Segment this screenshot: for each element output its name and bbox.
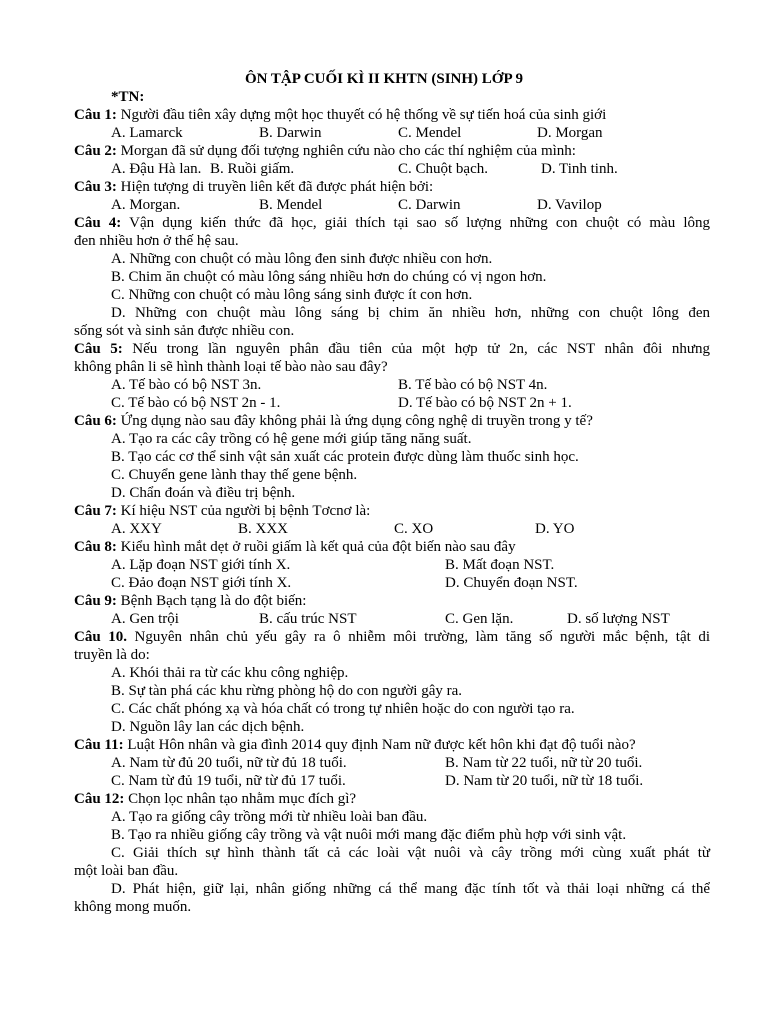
options-row xyxy=(74,754,710,772)
options-row xyxy=(74,196,710,214)
option-c: C. Đảo đoạn NST giới tính X. xyxy=(111,575,292,591)
option-a: A. Tạo ra các cây trồng có hệ gene mới giúp tăng năng suất. xyxy=(111,431,472,447)
question-label: Câu 6: xyxy=(74,413,117,429)
option-d: D. Chuyển đoạn NST. xyxy=(445,575,578,591)
question-label: Câu 5: xyxy=(74,341,123,357)
question-label: Câu 2: xyxy=(74,143,117,159)
option-b: B. Ruồi giấm. xyxy=(210,161,295,177)
option-d: D. số lượng NST xyxy=(567,611,670,627)
question-label: Câu 12: xyxy=(74,791,125,807)
option-b: B. Tạo ra nhiều giống cây trồng và vật nuôi mới mang đặc điểm phù hợp với sinh vật. xyxy=(111,827,627,843)
option-d: D. Những con chuột màu lông sáng bị chim ăn nhiều hơn, những con chuột lông đen xyxy=(111,305,710,321)
option-b: B. Sự tàn phá các khu rừng phòng hộ do con người gây ra. xyxy=(111,683,463,699)
question-label: Câu 4: xyxy=(74,215,122,231)
question-2 xyxy=(74,142,710,178)
option-a: A. Những con chuột có màu lông đen sinh được nhiều con hơn. xyxy=(111,251,493,267)
option-b: B. Mất đoạn NST. xyxy=(445,557,555,573)
question-text: Kiểu hình mắt dẹt ở ruồi giấm là kết quả của đột biến nào sau đây xyxy=(120,539,516,555)
question-text: Ứng dụng nào sau đây không phải là ứng dụng công nghệ di truyền trong y tế? xyxy=(120,413,593,429)
question-11 xyxy=(74,736,710,790)
question-label: Câu 3: xyxy=(74,179,117,195)
option-c: C. Mendel xyxy=(398,125,462,141)
option-a: A. Gen trội xyxy=(111,611,179,627)
question-6 xyxy=(74,412,710,502)
question-label: Câu 1: xyxy=(74,107,117,123)
option-d: D. Nguồn lây lan các dịch bệnh. xyxy=(111,719,305,735)
option-d: D. Nam từ 20 tuổi, nữ từ 18 tuổi. xyxy=(445,773,644,789)
question-text: Vận dụng kiến thức đã học, giải thích tại sao số lượng những con chuột có màu lông xyxy=(129,215,711,231)
option-a: A. Lặp đoạn NST giới tính X. xyxy=(111,557,291,573)
question-9 xyxy=(74,592,710,628)
option-c: C. Darwin xyxy=(398,197,461,213)
option-c: C. Các chất phóng xạ và hóa chất có trong tự nhiên hoặc do con người tạo ra. xyxy=(111,701,575,717)
question-text: Kí hiệu NST của người bị bệnh Tơcnơ là: xyxy=(120,503,371,519)
option-d: D. Tế bào có bộ NST 2n + 1. xyxy=(398,395,572,411)
options-row xyxy=(74,574,710,592)
page-title: ÔN TẬP CUỐI KÌ II KHTN (SINH) LỚP 9 xyxy=(244,71,524,87)
option-b: B. cấu trúc NST xyxy=(259,611,357,627)
option-c: C. XO xyxy=(394,521,434,537)
option-c-cont: một loài ban đầu. xyxy=(74,863,179,879)
option-a: A. XXY xyxy=(111,521,162,537)
option-d: D. Chẩn đoán và điều trị bệnh. xyxy=(111,485,296,501)
option-a: A. Lamarck xyxy=(111,125,183,141)
question-list xyxy=(74,88,710,916)
question-10 xyxy=(74,628,710,736)
section-heading: *TN: xyxy=(111,89,145,105)
option-d: D. Morgan xyxy=(537,125,603,141)
option-b: B. Tạo các cơ thể sinh vật sản xuất các protein được dùng làm thuốc sinh học. xyxy=(111,449,579,465)
option-a: A. Tạo ra giống cây trồng mới từ nhiều loài ban đầu. xyxy=(111,809,428,825)
option-c: C. Chuyển gene lành thay thế gene bệnh. xyxy=(111,467,358,483)
option-b: B. XXX xyxy=(238,521,289,537)
question-text-cont: đen nhiều hơn ở thế hệ sau. xyxy=(74,233,239,249)
question-label: Câu 7: xyxy=(74,503,117,519)
option-c: C. Những con chuột có màu lông sáng sinh được ít con hơn. xyxy=(111,287,473,303)
options-row xyxy=(74,376,710,394)
options-row xyxy=(74,160,710,178)
option-a: A. Đậu Hà lan. xyxy=(111,161,202,177)
question-12 xyxy=(74,790,710,916)
option-d-cont: không mong muốn. xyxy=(74,899,192,915)
option-a: A. Morgan. xyxy=(111,197,181,213)
question-text: Người đầu tiên xây dựng một học thuyết có hệ thống về sự tiến hoá của sinh giới xyxy=(120,107,607,123)
question-text: Nếu trong lần nguyên phân đầu tiên của một hợp tử 2n, các NST nhân đôi nhưng xyxy=(132,341,711,357)
question-text: Luật Hôn nhân và gia đình 2014 quy định Nam nữ được kết hôn khi đạt độ tuổi nào? xyxy=(127,737,636,753)
option-b: B. Darwin xyxy=(259,125,322,141)
question-5 xyxy=(74,340,710,412)
question-text: Bệnh Bạch tạng là do đột biến: xyxy=(120,593,307,609)
option-b: B. Chim ăn chuột có màu lông sáng nhiều hơn do chúng có vị ngon hơn. xyxy=(111,269,547,285)
options-row xyxy=(74,610,710,628)
option-d: D. YO xyxy=(535,521,575,537)
question-text-cont: truyền là do: xyxy=(74,647,150,663)
question-4 xyxy=(74,214,710,340)
question-1 xyxy=(74,106,710,142)
question-3 xyxy=(74,178,710,214)
option-a: A. Tế bào có bộ NST 3n. xyxy=(111,377,262,393)
option-c: C. Chuột bạch. xyxy=(398,161,488,177)
option-b: B. Tế bào có bộ NST 4n. xyxy=(398,377,548,393)
option-b: B. Nam từ 22 tuổi, nữ từ 20 tuổi. xyxy=(445,755,643,771)
question-label: Câu 8: xyxy=(74,539,117,555)
question-text: Chọn lọc nhân tạo nhằm mục đích gì? xyxy=(128,791,357,807)
options-row xyxy=(74,394,710,412)
option-d: D. Vavilop xyxy=(537,197,602,213)
option-c: C. Giải thích sự hình thành tất cả các loài vật nuôi và cây trồng mới cùng xuất phát từ xyxy=(111,845,710,861)
option-d-cont: sống sót và sinh sản được nhiều con. xyxy=(74,323,295,339)
option-c: C. Gen lặn. xyxy=(445,611,514,627)
question-text: Hiện tượng di truyền liên kết đã được phát hiện bởi: xyxy=(120,179,434,195)
options-row xyxy=(74,772,710,790)
options-row xyxy=(74,124,710,142)
option-c: C. Tế bào có bộ NST 2n - 1. xyxy=(111,395,281,411)
option-d: D. Tinh tinh. xyxy=(541,161,618,177)
options-row xyxy=(74,556,710,574)
option-d: D. Phát hiện, giữ lại, nhân giống những cá thể mang đặc tính tốt và thải loại những cá thể xyxy=(111,881,710,897)
option-a: A. Nam từ đủ 20 tuổi, nữ từ đủ 18 tuổi. xyxy=(111,755,347,771)
option-a: A. Khói thải ra từ các khu công nghiệp. xyxy=(111,665,349,681)
question-text-cont: không phân li sẽ hình thành loại tế bào nào sau đây? xyxy=(74,359,388,375)
option-c: C. Nam từ đủ 19 tuổi, nữ từ đủ 17 tuổi. xyxy=(111,773,346,789)
question-text: Morgan đã sử dụng đối tượng nghiên cứu nào cho các thí nghiệm của mình: xyxy=(120,143,576,159)
options-row xyxy=(74,520,710,538)
question-7 xyxy=(74,502,710,538)
question-label: Câu 9: xyxy=(74,593,117,609)
question-label: Câu 11: xyxy=(74,737,124,753)
question-text: Nguyên nhân chủ yếu gây ra ô nhiễm môi trường, làm tăng số người mắc bệnh, tật di xyxy=(134,629,710,645)
question-label: Câu 10. xyxy=(74,629,127,645)
option-b: B. Mendel xyxy=(259,197,323,213)
question-8 xyxy=(74,538,710,592)
